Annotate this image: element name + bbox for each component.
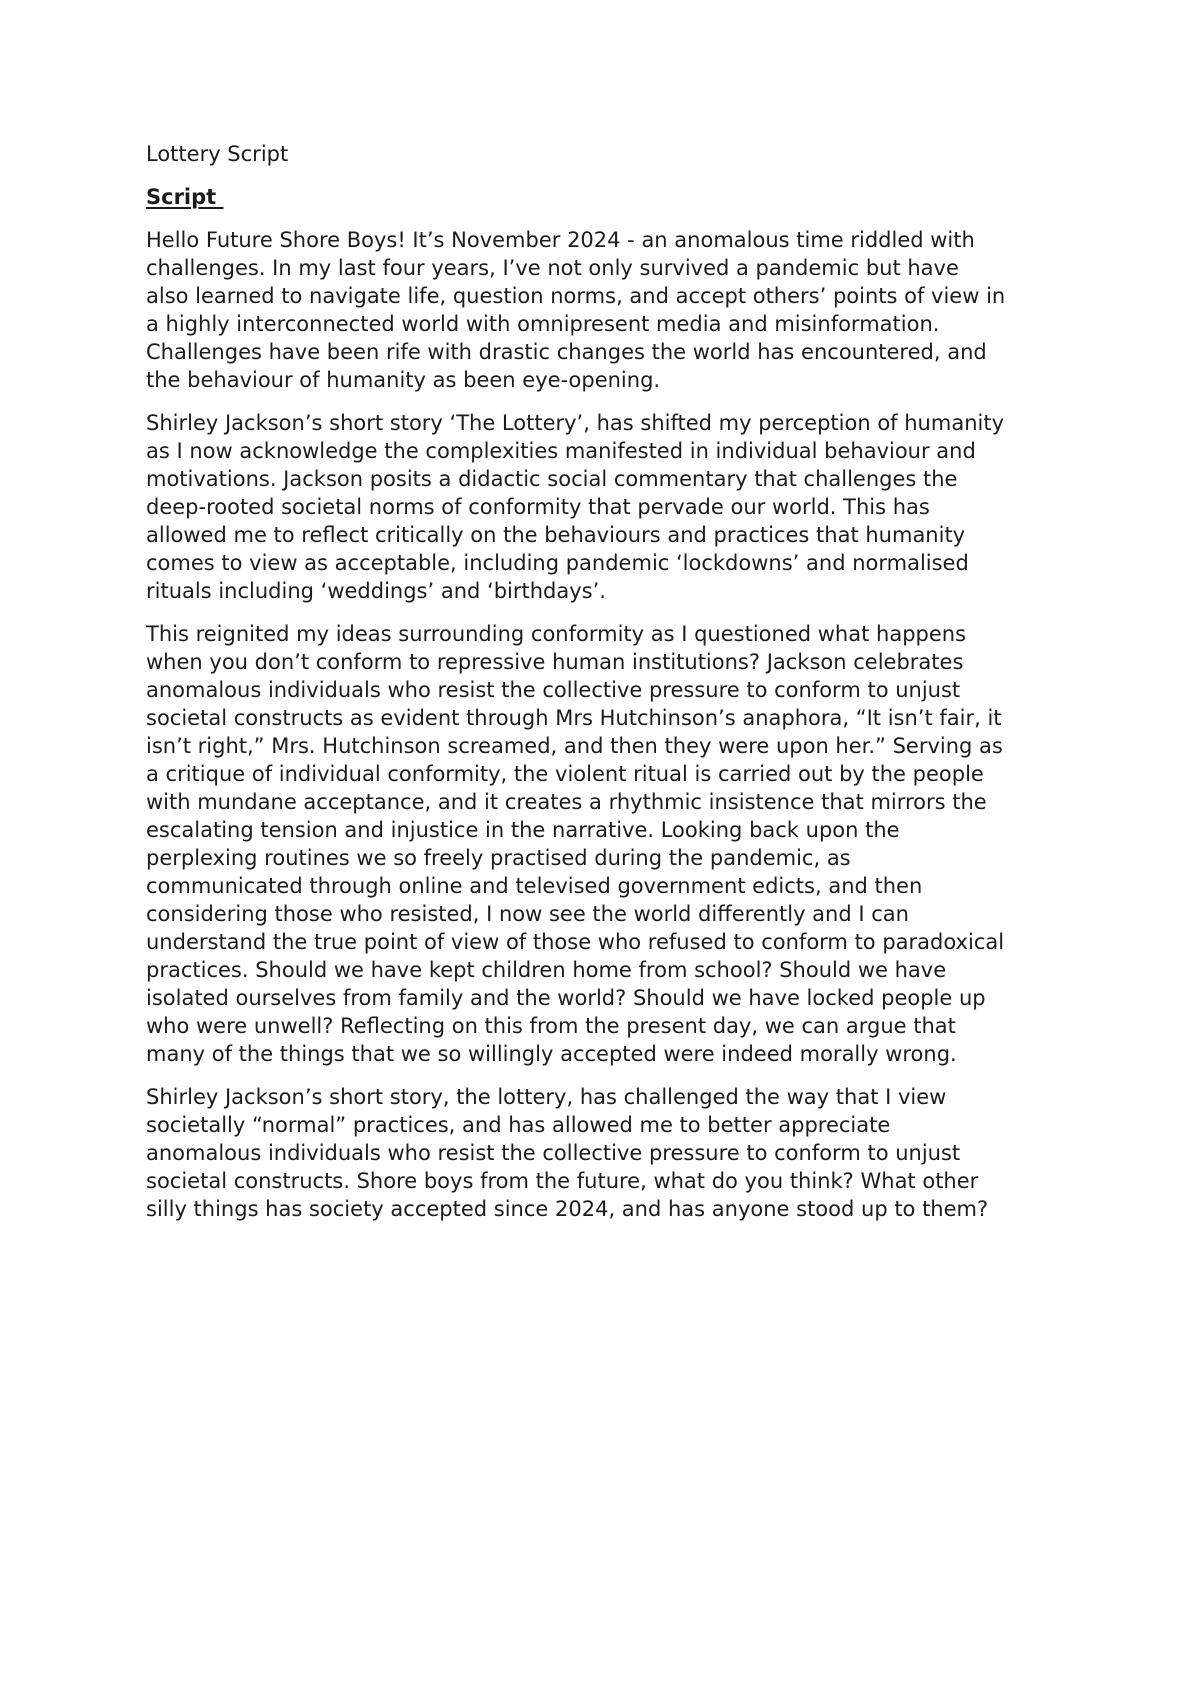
paragraph-line: anomalous individuals who resist the collective pressure to conform to unjust bbox=[146, 678, 961, 702]
paragraph-line: many of the things that we so willingly accepted were indeed morally wrong. bbox=[146, 1042, 957, 1066]
paragraph-line: who were unwell? Reflecting on this from the present day, we can argue that bbox=[146, 1014, 956, 1038]
paragraph-line: Shirley Jackson’s short story, the lottery, has challenged the way that I view bbox=[146, 1085, 947, 1109]
paragraph-line: as I now acknowledge the complexities manifested in individual behaviour and bbox=[146, 439, 976, 463]
paragraph-line: understand the true point of view of those who refused to conform to paradoxical bbox=[146, 930, 1005, 954]
paragraph-line: societal constructs. Shore boys from the future, what do you think? What other bbox=[146, 1169, 979, 1193]
paragraph-line: motivations. Jackson posits a didactic social commentary that challenges the bbox=[146, 467, 958, 491]
paragraph-line: allowed me to reflect critically on the behaviours and practices that humanity bbox=[146, 523, 966, 547]
paragraph-line: Shirley Jackson’s short story ‘The Lottery’, has shifted my perception of humanity bbox=[146, 411, 1004, 435]
paragraph-line: challenges. In my last four years, I’ve not only survived a pandemic but have bbox=[146, 256, 959, 280]
paragraph-line: Hello Future Shore Boys! It’s November 2024 - an anomalous time riddled with bbox=[146, 228, 975, 252]
paragraph-line: isn’t right,” Mrs. Hutchinson screamed, and then they were upon her.” Serving as bbox=[146, 734, 1003, 758]
paragraph-line: also learned to navigate life, question norms, and accept others’ points of view in bbox=[146, 284, 1006, 308]
paragraph-line: when you don’t conform to repressive human institutions? Jackson celebrates bbox=[146, 650, 964, 674]
paragraph-line: silly things has society accepted since 2024, and has anyone stood up to them? bbox=[146, 1197, 989, 1221]
body-paragraph bbox=[146, 409, 1076, 605]
body-paragraph bbox=[146, 1083, 1076, 1223]
paragraph-line: This reignited my ideas surrounding conformity as I questioned what happens bbox=[146, 622, 967, 646]
paragraph-line: with mundane acceptance, and it creates a rhythmic insistence that mirrors the bbox=[146, 790, 987, 814]
paragraph-line: rituals including ‘weddings’ and ‘birthdays’. bbox=[146, 579, 606, 603]
paragraph-line: deep-rooted societal norms of conformity that pervade our world. This has bbox=[146, 495, 930, 519]
body-paragraph bbox=[146, 226, 1076, 394]
paragraph-line: societal constructs as evident through Mrs Hutchinson’s anaphora, “It isn’t fair, it bbox=[146, 706, 1002, 730]
paragraph-line: perplexing routines we so freely practised during the pandemic, as bbox=[146, 846, 851, 870]
section-heading: Script bbox=[146, 185, 224, 209]
paragraph-line: the behaviour of humanity as been eye-opening. bbox=[146, 368, 661, 392]
paragraph-line: comes to view as acceptable, including pandemic ‘lockdowns’ and normalised bbox=[146, 551, 969, 575]
document-page bbox=[146, 140, 1076, 1238]
paragraph-line: isolated ourselves from family and the world? Should we have locked people up bbox=[146, 986, 986, 1010]
paragraph-line: a critique of individual conformity, the violent ritual is carried out by the people bbox=[146, 762, 984, 786]
document-title: Lottery Script bbox=[146, 142, 289, 166]
document-body bbox=[146, 226, 1076, 1223]
body-paragraph bbox=[146, 620, 1076, 1068]
paragraph-line: a highly interconnected world with omnipresent media and misinformation. bbox=[146, 312, 940, 336]
paragraph-line: societally “normal” practices, and has allowed me to better appreciate bbox=[146, 1113, 891, 1137]
paragraph-line: escalating tension and injustice in the narrative. Looking back upon the bbox=[146, 818, 900, 842]
paragraph-line: anomalous individuals who resist the collective pressure to conform to unjust bbox=[146, 1141, 961, 1165]
paragraph-line: practices. Should we have kept children home from school? Should we have bbox=[146, 958, 947, 982]
paragraph-line: Challenges have been rife with drastic changes the world has encountered, and bbox=[146, 340, 987, 364]
paragraph-line: considering those who resisted, I now see the world differently and I can bbox=[146, 902, 909, 926]
paragraph-line: communicated through online and televised government edicts, and then bbox=[146, 874, 923, 898]
